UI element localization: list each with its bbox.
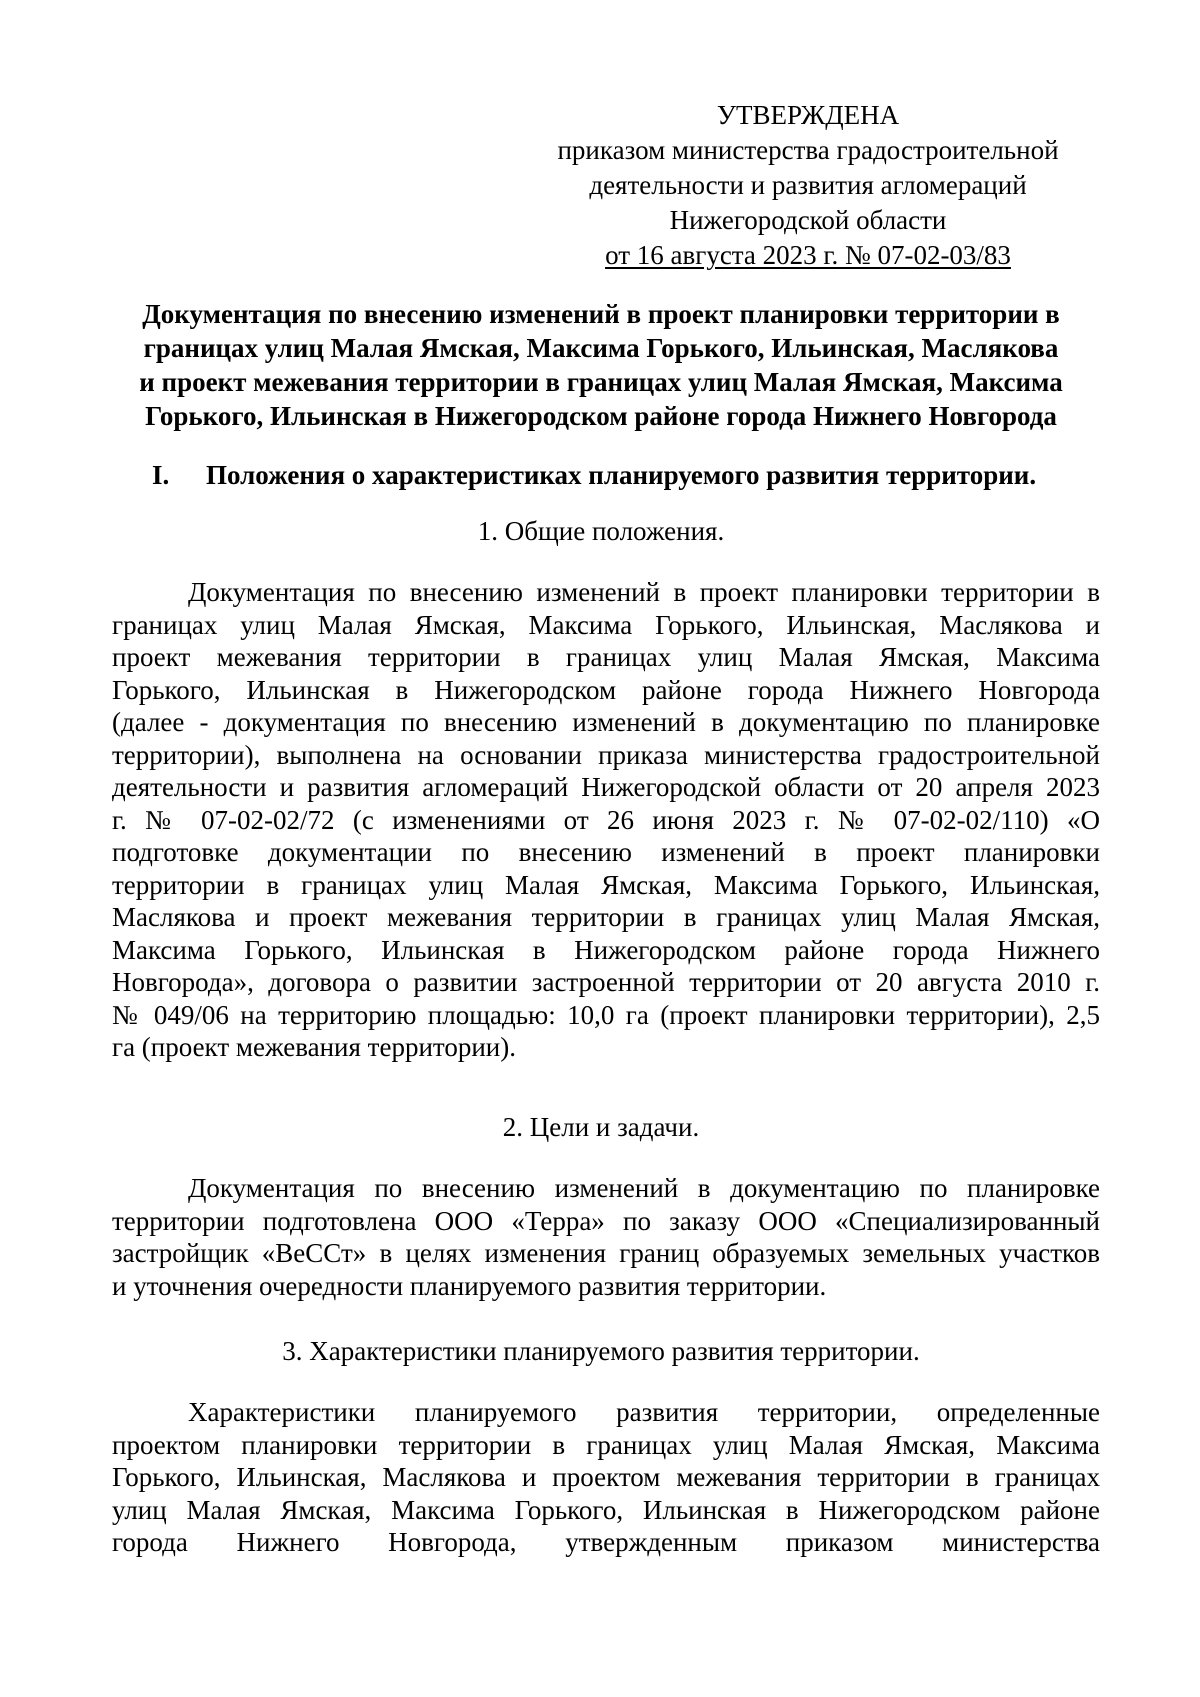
section-heading-text: Положения о характеристиках планируемого развития территории.: [206, 460, 1037, 490]
approval-line: приказом министерства градостроительной: [557, 135, 1059, 165]
paragraph-line: улиц Малая Ямская, Максима Горького, Ильинская в Нижегородском районе: [112, 1494, 1100, 1525]
subsection-heading-general: 1. Общие положения.: [477, 516, 725, 546]
section-number: I.: [152, 460, 170, 490]
paragraph-line: территории в границах улиц Малая Ямская, Максима Горького, Ильинская,: [112, 869, 1100, 900]
paragraph-general: [112, 576, 1100, 1064]
paragraph-line: № 049/06 на территорию площадью: 10,0 га (проект планировки территории), 2,5: [112, 999, 1100, 1030]
approval-line: деятельности и развития агломераций: [589, 170, 1027, 200]
paragraph-line: Документация по внесению изменений в документацию по планировке: [188, 1173, 1100, 1203]
paragraph-line: границах улиц Малая Ямская, Максима Горького, Ильинская, Маслякова и: [112, 609, 1100, 640]
approval-line: Нижегородской области: [669, 205, 947, 235]
subsection-heading-characteristics: 3. Характеристики планируемого развития территории.: [282, 1336, 920, 1366]
paragraph-goals: [112, 1172, 1100, 1302]
paragraph-line: застройщик «ВеССт» в целях изменения границ образуемых земельных участков: [112, 1238, 1100, 1268]
paragraph-line: и уточнения очередности планируемого развития территории.: [112, 1270, 827, 1301]
paragraph-characteristics: [112, 1396, 1100, 1559]
title-line: и проект межевания территории в границах улиц Малая Ямская, Максима: [139, 367, 1063, 397]
title-line: границах улиц Малая Ямская, Максима Горького, Ильинская, Маслякова: [143, 333, 1059, 363]
paragraph-line: Документация по внесению изменений в проект планировки территории в: [188, 577, 1100, 607]
paragraph-line: территории), выполнена на основании приказа министерства градостроительной: [112, 739, 1100, 770]
subsection-heading-goals: 2. Цели и задачи.: [502, 1112, 700, 1142]
paragraph-line: Новгорода», договора о развитии застроенной территории от 20 августа 2010 г.: [112, 967, 1100, 997]
document-title: [112, 297, 1090, 433]
paragraph-line: территории подготовлена ООО «Терра» по заказу ООО «Специализированный: [112, 1205, 1100, 1236]
paragraph-line: деятельности и развития агломераций Нижегородской области от 20 апреля 2023: [112, 772, 1100, 802]
paragraph-line: Максима Горького, Ильинская в Нижегородском районе города Нижнего: [112, 934, 1100, 965]
approval-stamp: [548, 98, 1068, 273]
paragraph-line: проектом планировки территории в границах улиц Малая Ямская, Максима: [112, 1429, 1100, 1460]
title-line: Документация по внесению изменений в проект планировки территории в: [142, 299, 1060, 329]
approval-order-reference: от 16 августа 2023 г. № 07-02-03/83: [605, 240, 1011, 270]
paragraph-line: (далее - документация по внесению изменений в документацию по планировке: [112, 707, 1100, 737]
paragraph-line: Маслякова и проект межевания территории в границах улиц Малая Ямская,: [112, 902, 1100, 932]
approval-status: УТВЕРЖДЕНА: [716, 100, 900, 130]
paragraph-line: га (проект межевания территории).: [112, 1032, 516, 1062]
paragraph-line: г. № 07-02-02/72 (с изменениями от 26 июня 2023 г. № 07-02-02/110) «О: [112, 804, 1100, 835]
paragraph-line: Характеристики планируемого развития территории, определенные: [188, 1397, 1100, 1427]
section-heading: [152, 458, 1092, 492]
paragraph-line: проект межевания территории в границах улиц Малая Ямская, Максима: [112, 642, 1100, 672]
title-line: Горького, Ильинская в Нижегородском районе города Нижнего Новгорода: [145, 401, 1057, 431]
paragraph-line: подготовке документации по внесению изменений в проект планировки: [112, 837, 1100, 867]
paragraph-line: Горького, Ильинская в Нижегородском районе города Нижнего Новгорода: [112, 674, 1100, 705]
paragraph-line: города Нижнего Новгорода, утвержденным приказом министерства: [112, 1527, 1100, 1557]
paragraph-line: Горького, Ильинская, Маслякова и проектом межевания территории в границах: [112, 1462, 1100, 1492]
